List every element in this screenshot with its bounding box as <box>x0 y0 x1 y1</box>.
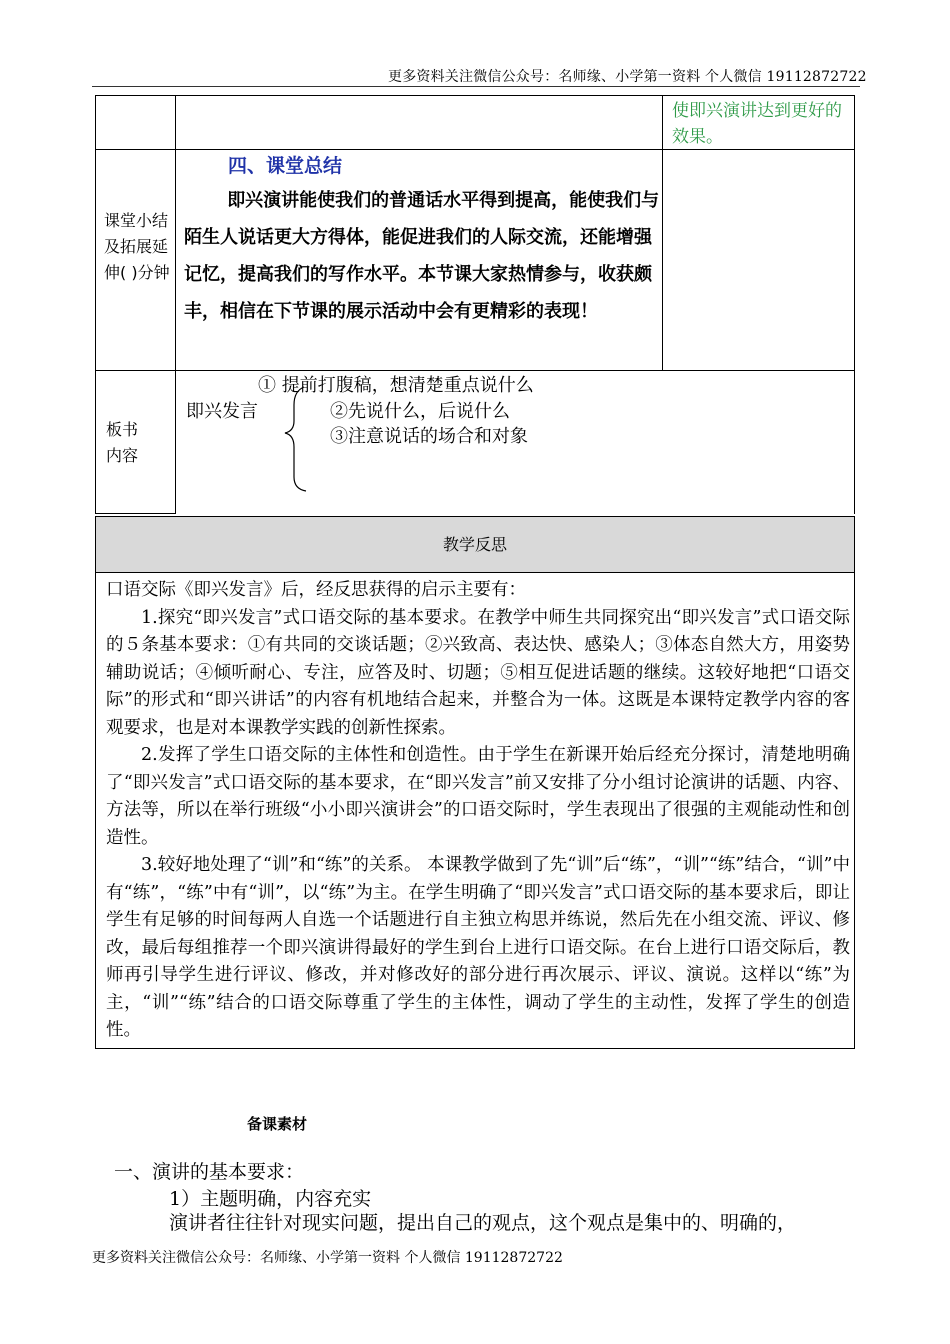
board-brace <box>282 385 312 505</box>
summary-note-cell <box>662 149 855 371</box>
board-topic: 即兴发言 <box>186 401 258 422</box>
reflection-paragraph-1: 1.探究“即兴发言”式口语交际的基本要求。在教学中师生共同探究出“即兴发言”式口语交际的５条基本要求：①有共同的交谈话题；②兴致高、表达快、感染人；③体态自然大方，用姿势辅助说话；④倾听耐心、专注，应答及时、切题；⑤相互促进话题的继续。这较好地把“口语交际”的形式和“即兴讲话”的内容有机地结合起来，并整合为一体。这既是本课特定教学内容的客观要求，也是对本课教学实践的创新性探索。 <box>106 607 850 738</box>
reflection-body-cell <box>95 572 855 1049</box>
summary-label-cell <box>95 149 176 371</box>
materials-title: 备课素材 <box>247 1115 308 1133</box>
top-row-note: 使即兴演讲达到更好的效果。 <box>672 101 842 147</box>
board-label-line1: 板书 <box>106 420 139 439</box>
reflection-paragraph-2: 2.发挥了学生口语交际的主体性和创造性。由于学生在新课开始后经充分探讨，清楚地明确了“即兴发言”式口语交际的基本要求，在“即兴发言”前又安排了分小组讨论演讲的话题、内容、方法等，所以在举行班级“小小即兴演讲会”的口语交际时，学生表现出了很强的主观能动性和创造性。 <box>106 745 850 848</box>
summary-label: 课堂小结及拓展延伸( )分钟 <box>104 211 170 282</box>
board-label-line2: 内容 <box>106 446 139 465</box>
reflection-intro: 口语交际《即兴发言》后，经反思获得的启示主要有： <box>106 580 526 600</box>
reflection-paragraph-3: 3.较好地处理了“训”和“练”的关系。 本课教学做到了先“训”后“练”，“训”“练”结合，“训”中有“练”，“练”中有“训”，以“练”为主。在学生明确了“即兴发言”式口语交际的基本要求后，即让学生有足够的时间每两人自选一个话题进行自主独立构思并练说，然后先在小组交流、评议、修改，最后每组推荐一个即兴演讲得最好的学生到台上进行口语交际。在台上进行口语交际后，教师再引导学生进行评议、修改，并对修改好的部分进行再次展示、评议、演说。这样以“练”为主，“训”“练”结合的口语交际尊重了学生的主体性，调动了学生的主动性，发挥了学生的创造性。 <box>106 855 850 1040</box>
materials-item: 1）主题明确，内容充实 <box>169 1188 372 1210</box>
header-divider <box>92 86 860 87</box>
board-point-3: ③注意说话的场合和对象 <box>330 426 528 447</box>
summary-text: 即兴演讲能使我们的普通话水平得到提高，能使我们与陌生人说话更大方得体，能促进我们的人际交流，还能增强记忆，提高我们的写作水平。本节课大家热情参与，收获颇丰，相信在下节课的展示活动中会有更精彩的表现！ <box>184 190 660 322</box>
materials-line: 演讲者往往针对现实问题，提出自己的观点，这个观点是集中的、明确的， <box>169 1212 797 1234</box>
board-point-1: ① 提前打腹稿，想清楚重点说什么 <box>258 375 534 396</box>
page-header: 更多资料关注微信公众号：名师缘、小学第一资料 个人微信 19112872722 <box>388 69 867 85</box>
reflection-text <box>106 577 850 1045</box>
reflection-heading: 教学反思 <box>442 535 507 554</box>
materials-section: 一、演讲的基本要求： <box>114 1161 305 1183</box>
summary-content-cell <box>175 149 663 371</box>
page-footer: 更多资料关注微信公众号：名师缘、小学第一资料 个人微信 19112872722 <box>92 1250 563 1266</box>
summary-title: 四、课堂总结 <box>228 155 343 177</box>
board-point-2: ②先说什么，后说什么 <box>330 401 510 422</box>
top-row-label-cell <box>95 95 176 150</box>
top-row-content-cell <box>175 95 663 150</box>
reflection-heading-cell <box>95 516 855 573</box>
board-label-cell <box>95 370 176 514</box>
top-row-note-cell <box>662 95 855 150</box>
